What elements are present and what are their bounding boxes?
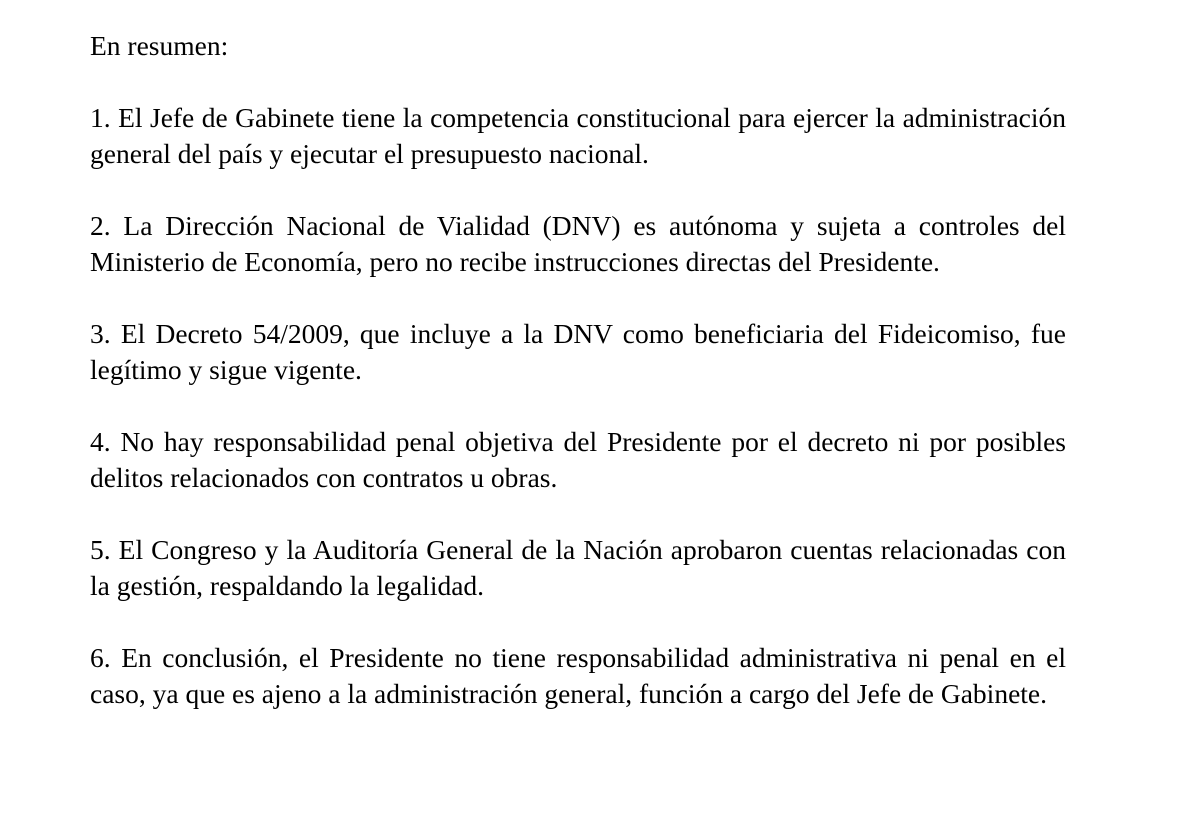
summary-item-4: 4. No hay responsabilidad penal objetiva del Presidente por el decreto ni por posibles delitos relacionados con contratos u obras. — [90, 426, 1066, 493]
summary-item-3: 3. El Decreto 54/2009, que incluye a la DNV como beneficiaria del Fideicomiso, fue legítimo y sigue vigente. — [90, 318, 1066, 385]
summary-item-5: 5. El Congreso y la Auditoría General de la Nación aprobaron cuentas relacionadas con la gestión, respaldando la legalidad. — [90, 534, 1066, 601]
summary-item-2: 2. La Dirección Nacional de Vialidad (DNV) es autónoma y sujeta a controles del Ministerio de Economía, pero no recibe instrucciones directas del Presidente. — [90, 210, 1066, 277]
summary-item-6: 6. En conclusión, el Presidente no tiene responsabilidad administrativa ni penal en el caso, ya que es ajeno a la administración general, función a cargo del Jefe de Gabinete. — [90, 642, 1066, 709]
summary-heading: En resumen: — [90, 30, 229, 61]
summary-item-1: 1. El Jefe de Gabinete tiene la competencia constitucional para ejercer la administración general del país y ejecutar el presupuesto nacional. — [90, 102, 1066, 169]
document-page — [90, 28, 1066, 712]
